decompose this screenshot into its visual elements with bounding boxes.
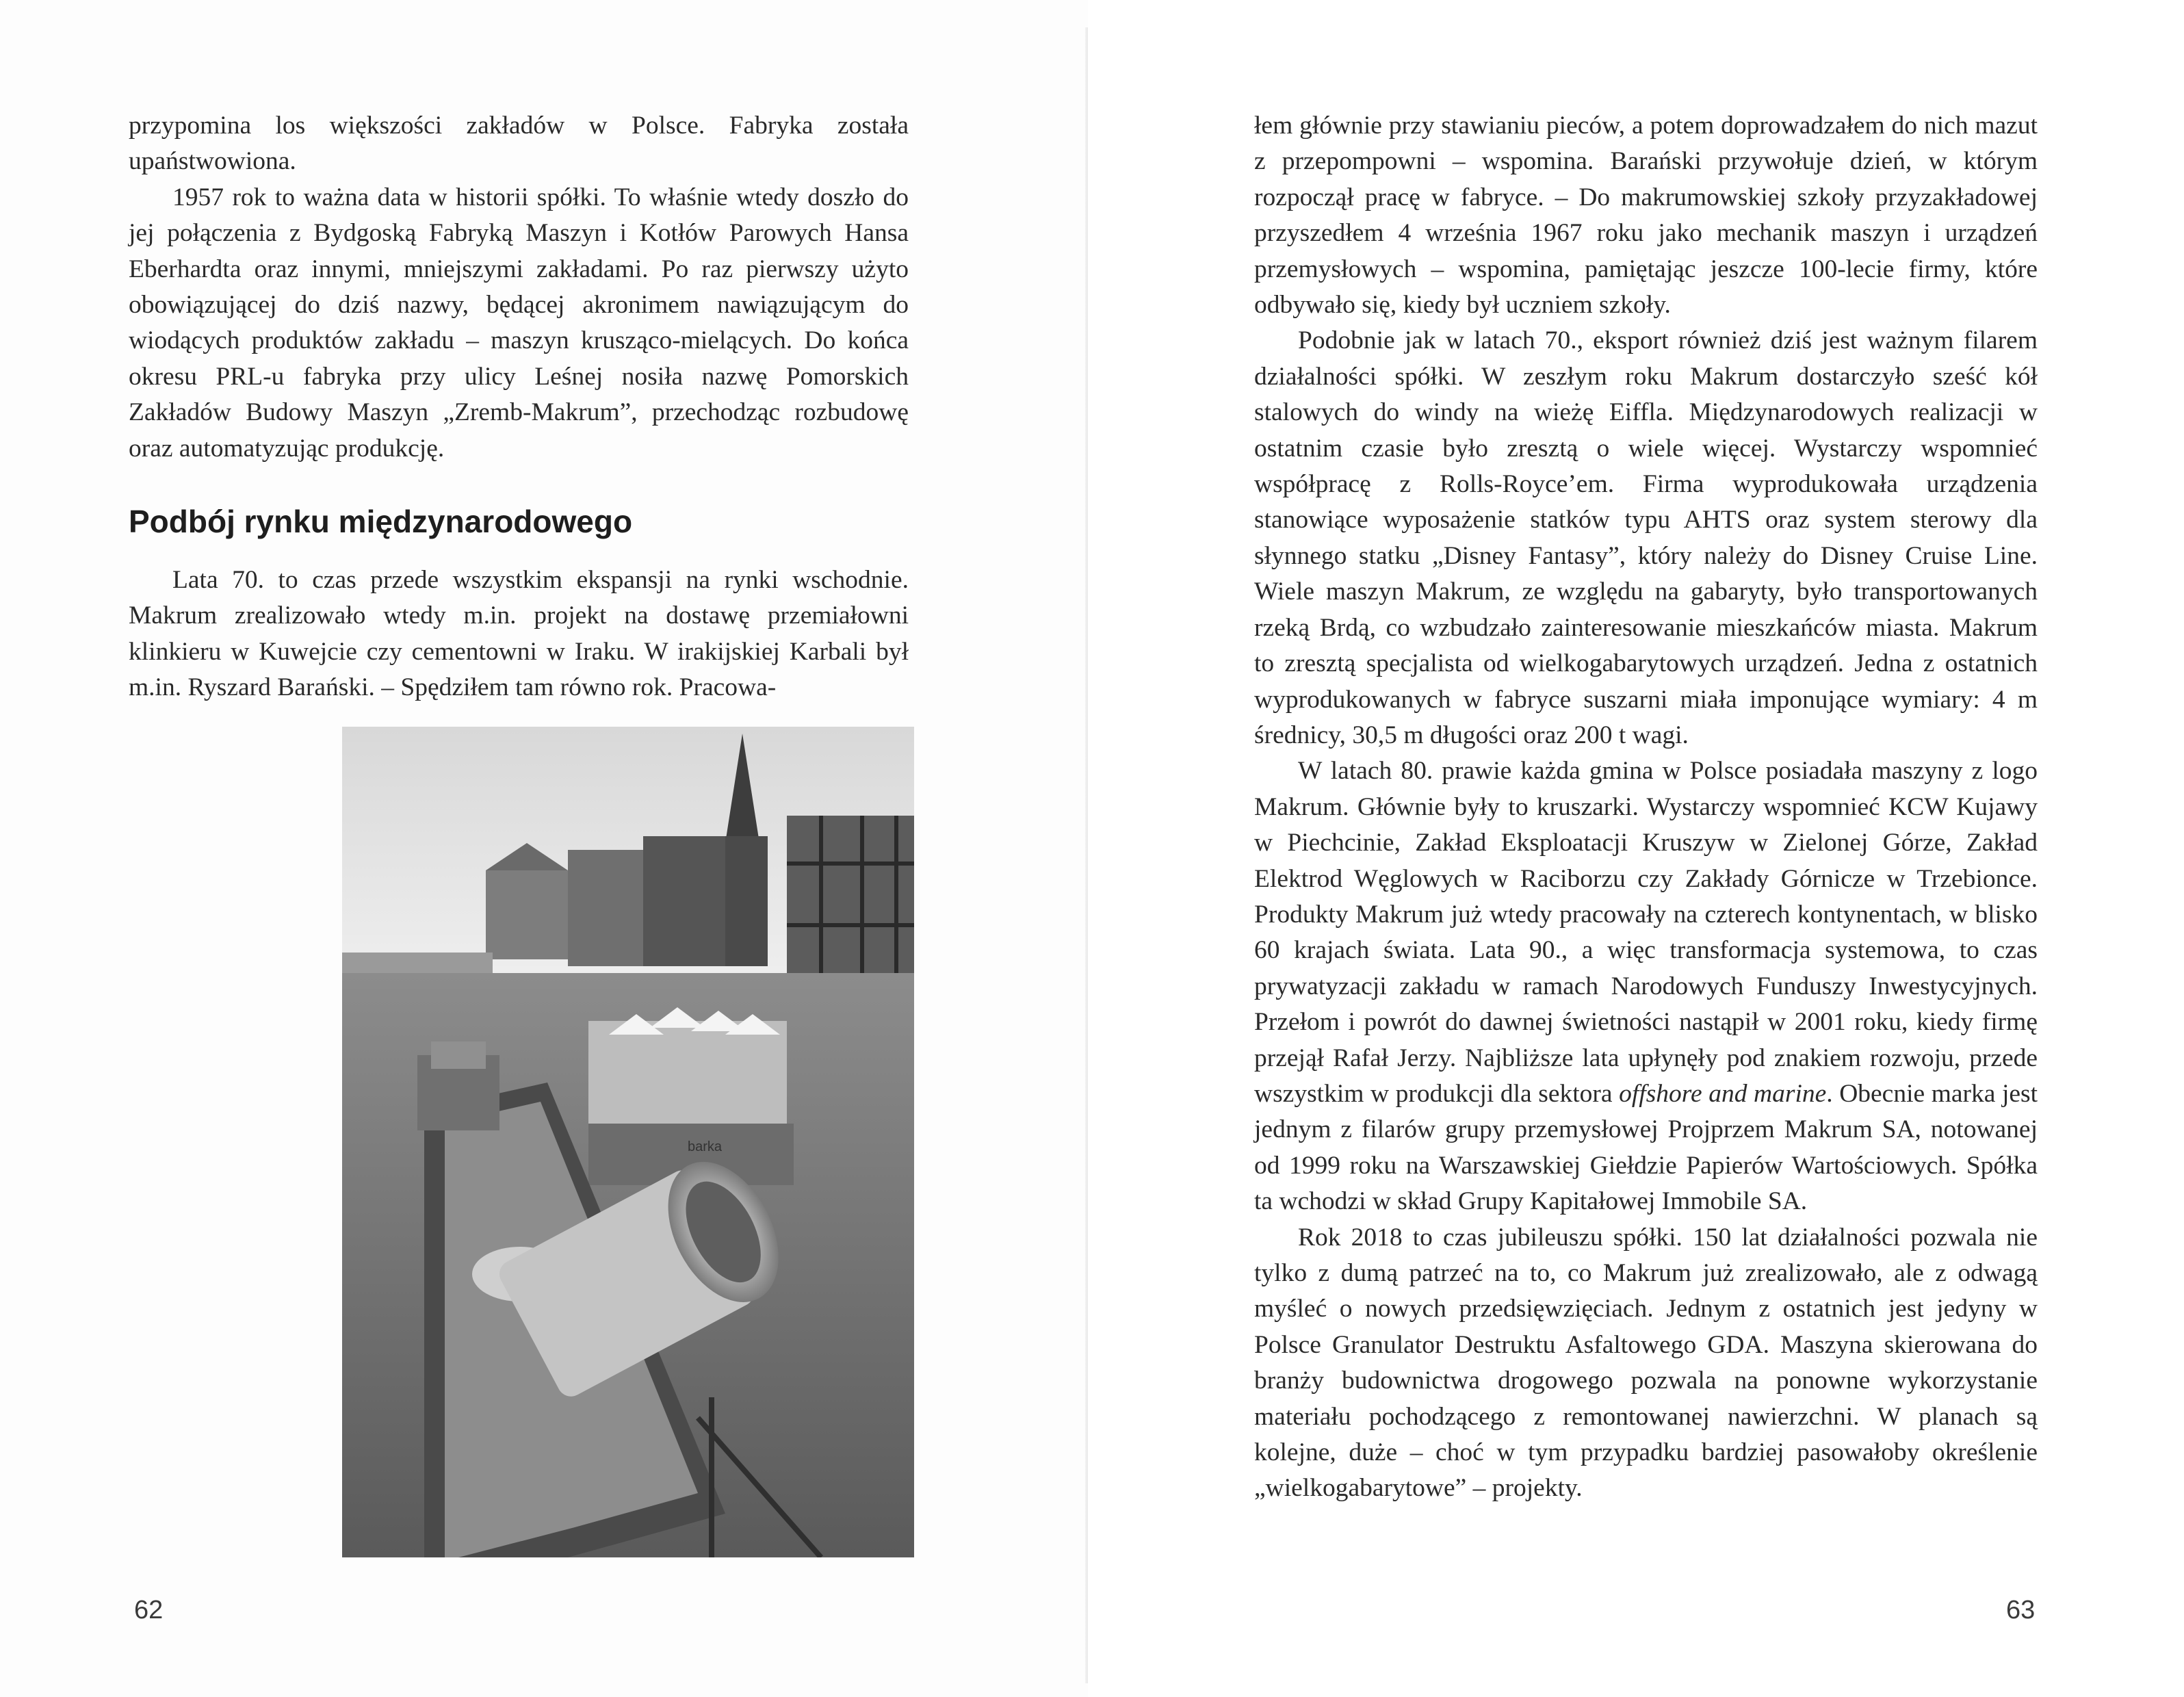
barge-photo <box>342 727 914 1557</box>
right-text <box>1254 108 2038 1507</box>
right-paragraph-3-italic: offshore and marine <box>1619 1079 1827 1108</box>
restaurant-sign: barka <box>688 1139 723 1154</box>
right-paragraph-3 <box>1254 753 2038 1219</box>
right-paragraph-4: Rok 2018 to czas jubileuszu spółki. 150 lat działalności pozwala nie tylko z dumą patrzeć na to, co Makrum już zrealizowało, ale z odwagą myśleć o nowych przedsięwzięciach. Jednym z ostatnich jest jedyny w Polsce Granulator Destruktu Asfaltowego GDA. Maszyna skierowana do branży budownictwa drogowego pozwala na ponowne wykorzystanie materiału pochodzącego z remontowanej nawierzchni. W planach są kolejne, duże – choć w tym przypadku bardziej pasowałoby określenie „wielkogabarytowe” – projekty. <box>1254 1223 2038 1503</box>
section-heading: Podbój rynku międzynarodowego <box>129 504 633 539</box>
right-paragraph-1: łem głównie przy stawianiu pieców, a potem doprowadzałem do nich mazut z przepompowni – wspomina. Barański przywołuje dzień, w którym rozpoczął pracę w fabryce. – Do makrumowskiej szkoły przyzakładowej przyszedłem 4 września 1967 roku jako mechanik maszyn i urządzeń przemysłowych – wspomina, pamiętając jeszcze 100-lecie firmy, które odbywało się, kiedy był uczniem szkoły. <box>1254 112 2038 320</box>
right-paragraph-3-part-b: . Obecnie marka jest jednym z filarów grupy przemysłowej Projprzem Makrum SA, notowanej od 1999 roku na Warszawskiej Giełdzie Papierów Wartościowych. Spółka ta wchodzi w skład Grupy Kapitałowej Immobile SA. <box>1254 1079 2038 1216</box>
page-number-left: 62 <box>134 1596 164 1624</box>
right-paragraph-3-part-a: W latach 80. prawie każda gmina w Polsce posiadała maszyny z logo Makrum. Głównie były to kruszarki. Wystarczy wspomnieć KCW Kujawy w Piechcinie, Zakład Eksploatacji Kruszyw w Zielonej Górze, Zakład Elektrod Węglowych w Raciborzu czy Zakłady Górnicze w Trzebionce. Produkty Makrum już wtedy pracowały na czterech kontynentach, w blisko 60 krajach świata. Lata 90., a więc transformacja systemowa, to czas prywatyzacji zakładu w ramach Narodowych Funduszy Inwestycyjnych. Przełom i powrót do dawnej świetności nastąpił w 2001 roku, kiedy firmę przejął Rafał Jerzy. Najbliższe lata upłynęły pod znakiem rozwoju, przede wszystkim w produkcji dla sektora <box>1254 757 2038 1108</box>
left-paragraph-1: przypomina los większości zakładów w Polsce. Fabryka została upaństwowiona. <box>129 112 909 176</box>
left-page <box>0 0 1088 1697</box>
left-text-top <box>129 108 909 467</box>
page-number-right: 63 <box>2006 1596 2036 1624</box>
left-paragraph-3: Lata 70. to czas przede wszystkim ekspansji na rynki wschodnie. Makrum zrealizowało wtedy m.in. projekt na dostawę przemiałowni klinkieru w Kuwejcie czy cementowni w Iraku. W irakijskiej Karbali był m.in. Ryszard Barański. – Spędziłem tam równo rok. Pracowa- <box>129 566 909 702</box>
barge-photo-illustration <box>342 727 914 1557</box>
left-paragraph-2: 1957 rok to ważna data w historii spółki. To właśnie wtedy doszło do jej połączenia z Bydgoską Fabryką Maszyn i Kotłów Parowych Hansa Eberhardta oraz innymi, mniejszymi zakładami. Po raz pierwszy użyto obowiązującej do dziś nazwy, będącej akronimem nawiązującym do wiodących produktów zakładu – maszyn krusząco-mielących. Do końca okresu PRL-u fabryka przy ulicy Leśnej nosiła nazwę Pomorskich Zakładów Budowy Maszyn „Zremb-Makrum”, przechodząc rozbudowę oraz automatyzując produkcję. <box>129 183 909 463</box>
right-paragraph-2: Podobnie jak w latach 70., eksport również dziś jest ważnym filarem działalności spółki. W zeszłym roku Makrum dostarczyło sześć kół stalowych do windy na wieżę Eiffla. Międzynarodowych realizacji w ostatnim czasie było zresztą o wiele więcej. Wystarczy wspomnieć współpracę z Rolls-Royce’em. Firma wyprodukowała urządzenia stanowiące wyposażenie statków typu AHTS oraz system sterowy dla słynnego statku „Disney Fantasy”, który należy do Disney Cruise Line. Wiele maszyn Makrum, ze względu na gabaryty, było transportowanych rzeką Brdą, co wzbudzało zainteresowanie mieszkańców miasta. Makrum to zresztą specjalista od wielkogabarytowych urządzeń. Jedna z ostatnich wyprodukowanych w fabryce suszarni miała imponujące wymiary: 4 m średnicy, 30,5 m długości oraz 200 t wagi. <box>1254 326 2038 749</box>
left-text-bottom <box>129 562 909 706</box>
